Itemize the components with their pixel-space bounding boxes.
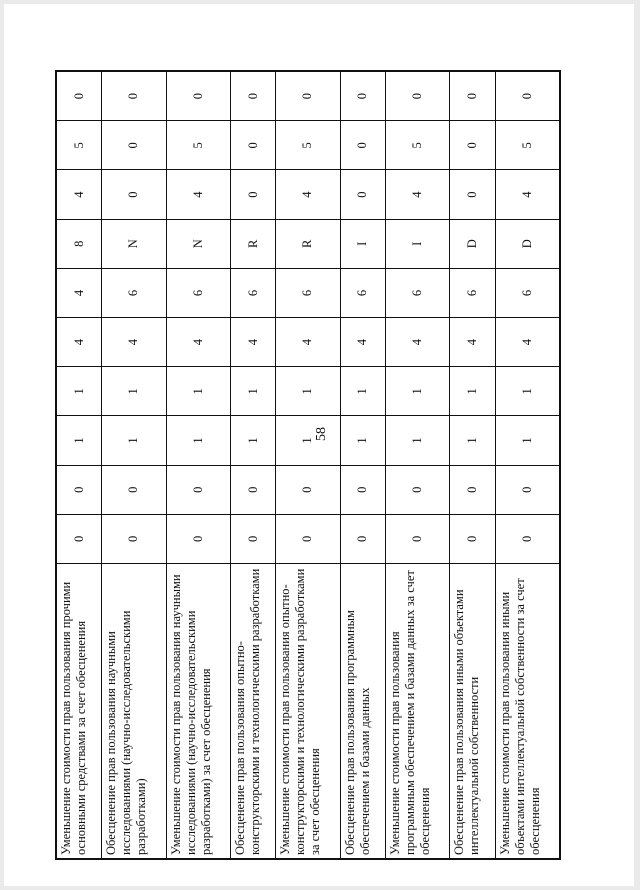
code-digit-cell: 0 xyxy=(231,514,276,563)
code-digit-cell: 0 xyxy=(102,514,166,563)
code-digit-cell: 1 xyxy=(231,367,276,416)
code-digit-cell: 4 xyxy=(276,170,340,219)
row-description: Уменьшение стоимости прав пользования программным обеспечением и базами данных за счет обесценения xyxy=(385,564,449,859)
code-digit-cell: 0 xyxy=(57,514,102,563)
row-description: Обесценение прав пользования опытно-конструкторскими и технологическими разработками xyxy=(231,564,276,859)
code-digit-cell: 6 xyxy=(276,268,340,317)
code-digit-cell: 4 xyxy=(231,318,276,367)
code-digit-cell: 5 xyxy=(385,121,449,170)
code-digit-cell: 0 xyxy=(276,465,340,514)
code-digit-cell: 0 xyxy=(57,72,102,121)
code-digit-cell: R xyxy=(231,219,276,268)
row-description: Уменьшение стоимости прав пользования опытно-конструкторскими и технологическими разработками за счет обесценения xyxy=(276,564,340,859)
code-digit-cell: 1 xyxy=(166,367,230,416)
code-digit-cell: 4 xyxy=(57,170,102,219)
document-page xyxy=(4,4,634,886)
code-digit-cell: 5 xyxy=(495,121,560,170)
code-digit-cell: 1 xyxy=(57,416,102,465)
table-row xyxy=(450,72,495,859)
code-digit-cell: 0 xyxy=(340,121,385,170)
row-description: Уменьшение стоимости прав пользования иными объектами интеллектуальной собственности за счет обесценения xyxy=(495,564,560,859)
code-digit-cell: 1 xyxy=(276,367,340,416)
code-digit-cell: D xyxy=(495,219,560,268)
code-digit-cell: 6 xyxy=(495,268,560,317)
code-digit-cell: 6 xyxy=(231,268,276,317)
code-digit-cell: 4 xyxy=(495,170,560,219)
code-digit-cell: 6 xyxy=(340,268,385,317)
code-digit-cell: D xyxy=(450,219,495,268)
page-number: 58 xyxy=(314,427,329,441)
code-digit-cell: 4 xyxy=(450,318,495,367)
code-digit-cell: 6 xyxy=(166,268,230,317)
table-row xyxy=(57,72,102,859)
code-digit-cell: N xyxy=(102,219,166,268)
code-digit-cell: 0 xyxy=(102,121,166,170)
code-digit-cell: R xyxy=(276,219,340,268)
code-digit-cell: 0 xyxy=(450,514,495,563)
code-digit-cell: 0 xyxy=(340,170,385,219)
row-description: Обесценение прав пользования программным обеспечением и базами данных xyxy=(340,564,385,859)
table-row xyxy=(276,72,340,859)
code-digit-cell: I xyxy=(340,219,385,268)
code-digit-cell: 1 xyxy=(340,367,385,416)
code-digit-cell: 0 xyxy=(231,465,276,514)
code-digit-cell: 0 xyxy=(385,72,449,121)
code-digit-cell: 1 xyxy=(276,416,340,465)
code-digit-cell: 4 xyxy=(276,318,340,367)
code-digit-cell: 1 xyxy=(57,367,102,416)
code-digit-cell: 6 xyxy=(385,268,449,317)
code-digit-cell: 0 xyxy=(450,121,495,170)
code-digit-cell: 0 xyxy=(450,170,495,219)
code-digit-cell: 4 xyxy=(57,318,102,367)
code-digit-cell: 0 xyxy=(495,514,560,563)
code-digit-cell: 1 xyxy=(495,367,560,416)
code-digit-cell: 0 xyxy=(57,465,102,514)
code-digit-cell: 0 xyxy=(340,514,385,563)
code-digit-cell: 0 xyxy=(166,465,230,514)
table-row xyxy=(166,72,230,859)
table-row xyxy=(340,72,385,859)
code-digit-cell: 0 xyxy=(276,72,340,121)
code-digit-cell: 1 xyxy=(231,416,276,465)
code-digit-cell: 4 xyxy=(495,318,560,367)
code-digit-cell: 0 xyxy=(495,72,560,121)
table-row xyxy=(385,72,449,859)
code-digit-cell: 0 xyxy=(102,170,166,219)
code-digit-cell: 0 xyxy=(166,514,230,563)
code-digit-cell: I xyxy=(385,219,449,268)
code-digit-cell: 1 xyxy=(340,416,385,465)
table-row xyxy=(102,72,166,859)
row-description: Уменьшение стоимости прав пользования научными исследованиями (научно-исследовательскими разработками) за счет обесценения xyxy=(166,564,230,859)
code-digit-cell: 1 xyxy=(495,416,560,465)
code-digit-cell: 5 xyxy=(57,121,102,170)
code-digit-cell: 8 xyxy=(57,219,102,268)
code-digit-cell: 1 xyxy=(102,416,166,465)
code-digit-cell: 0 xyxy=(340,465,385,514)
code-digit-cell: 1 xyxy=(385,367,449,416)
code-digit-cell: 0 xyxy=(385,514,449,563)
code-digit-cell: 0 xyxy=(340,72,385,121)
code-digit-cell: 4 xyxy=(102,318,166,367)
code-digit-cell: 0 xyxy=(102,72,166,121)
code-digit-cell: 4 xyxy=(385,170,449,219)
code-digit-cell: 0 xyxy=(276,514,340,563)
code-digit-cell: 1 xyxy=(385,416,449,465)
code-digit-cell: 1 xyxy=(450,367,495,416)
account-table-body xyxy=(57,72,560,859)
code-digit-cell: 4 xyxy=(385,318,449,367)
code-digit-cell: 4 xyxy=(166,170,230,219)
table-row xyxy=(231,72,276,859)
code-digit-cell: 5 xyxy=(276,121,340,170)
code-digit-cell: 5 xyxy=(166,121,230,170)
code-digit-cell: 0 xyxy=(102,465,166,514)
code-digit-cell: 4 xyxy=(166,318,230,367)
code-digit-cell: 6 xyxy=(102,268,166,317)
row-description: Обесценение прав пользования иными объектами интеллектуальной собственности xyxy=(450,564,495,859)
code-digit-cell: 0 xyxy=(231,170,276,219)
code-digit-cell: 1 xyxy=(102,367,166,416)
code-digit-cell: 1 xyxy=(166,416,230,465)
code-digit-cell: 0 xyxy=(495,465,560,514)
row-description: Уменьшение стоимости прав пользования прочими основными средствами за счет обесценения xyxy=(57,564,102,859)
account-table-frame xyxy=(55,70,561,860)
code-digit-cell: 4 xyxy=(57,268,102,317)
code-digit-cell: 4 xyxy=(340,318,385,367)
code-digit-cell: 1 xyxy=(450,416,495,465)
row-description: Обесценение прав пользования научными исследованиями (научно-исследовательскими разработками) xyxy=(102,564,166,859)
table-row xyxy=(495,72,560,859)
code-digit-cell: 0 xyxy=(231,121,276,170)
account-table xyxy=(56,71,560,859)
code-digit-cell: N xyxy=(166,219,230,268)
code-digit-cell: 0 xyxy=(450,72,495,121)
code-digit-cell: 0 xyxy=(450,465,495,514)
code-digit-cell: 0 xyxy=(385,465,449,514)
code-digit-cell: 0 xyxy=(231,72,276,121)
code-digit-cell: 0 xyxy=(166,72,230,121)
code-digit-cell: 6 xyxy=(450,268,495,317)
